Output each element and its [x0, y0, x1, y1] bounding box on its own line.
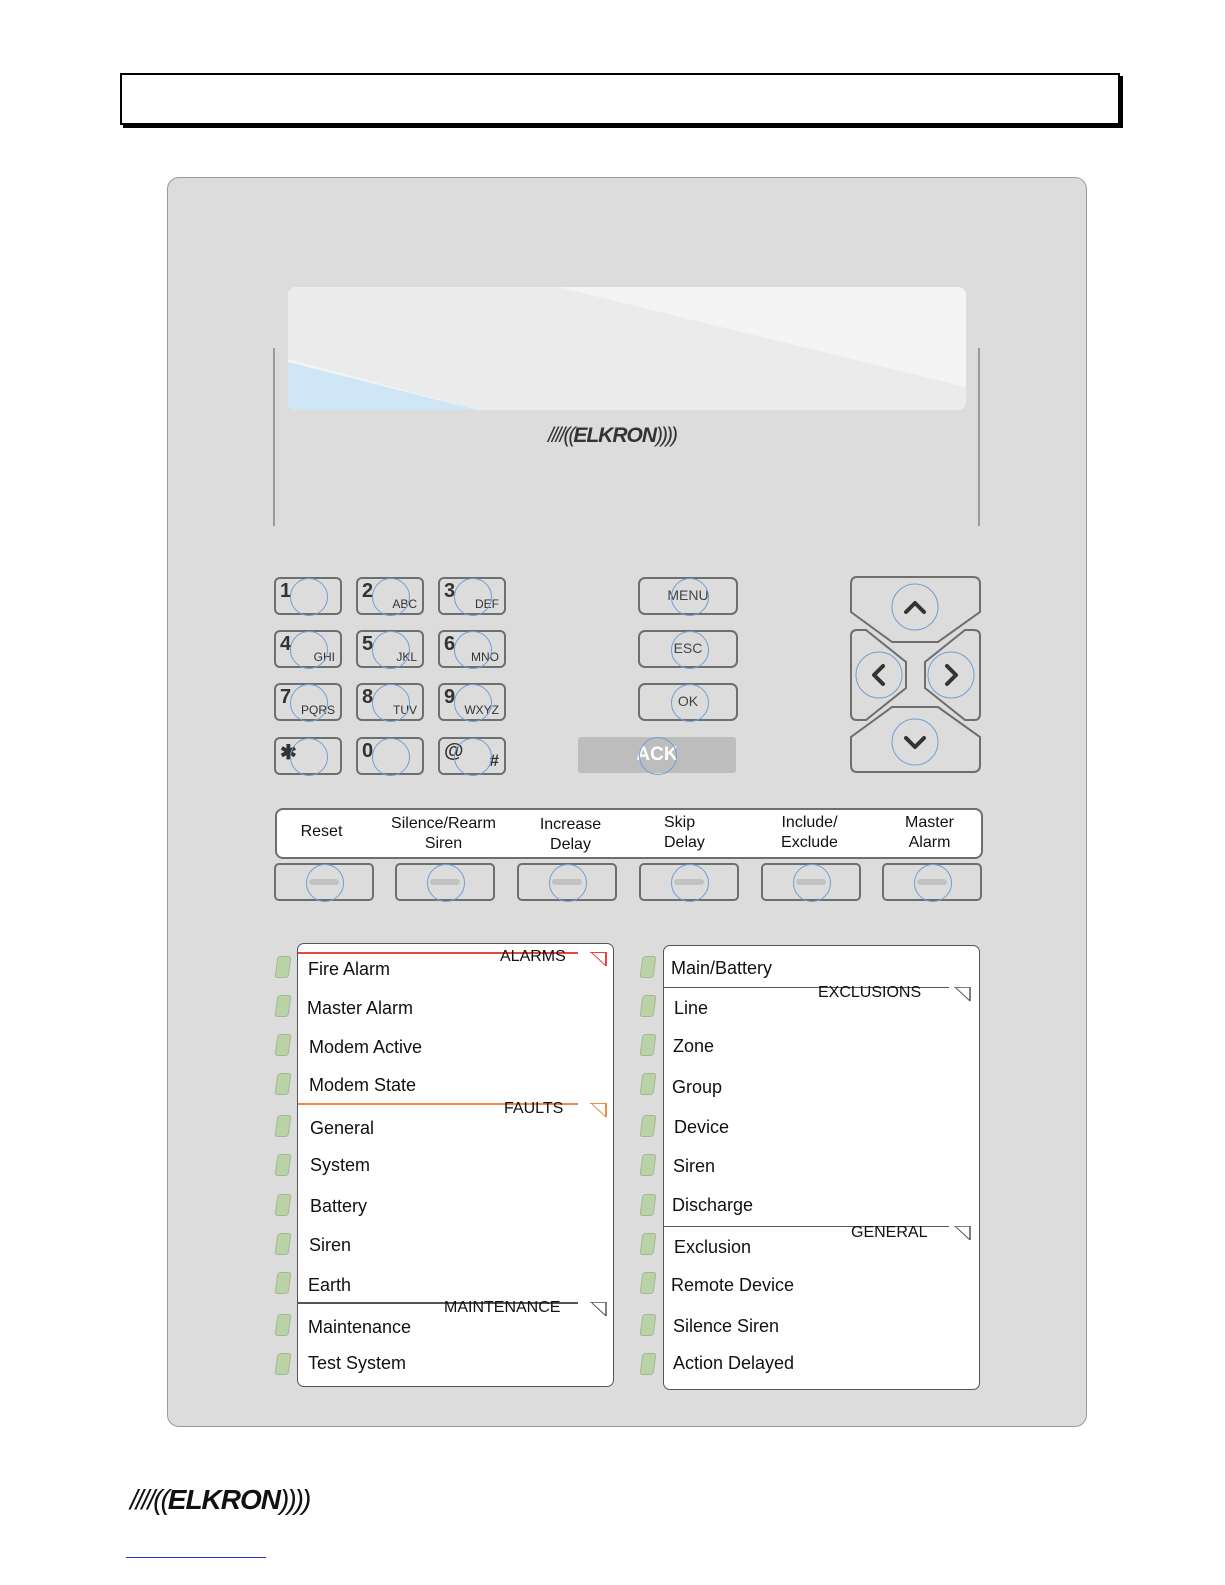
alarms-section-label: ALARMS — [500, 948, 566, 965]
master-alarm-button[interactable] — [882, 863, 982, 901]
indicator-master-alarm: Master Alarm — [307, 998, 414, 1018]
indicator-test-system: Test System — [308, 1353, 407, 1373]
silence-rearm-siren-button[interactable] — [395, 863, 495, 901]
display-glare — [288, 287, 966, 410]
general-section-label: GENERAL — [851, 1224, 928, 1241]
key-4[interactable]: 4 GHI — [274, 630, 342, 668]
ack-button[interactable]: ACK — [578, 737, 736, 773]
skip-delay-button[interactable] — [639, 863, 739, 901]
function-label-skip-delay: Skip Delay — [664, 814, 705, 851]
key-0[interactable]: 0 — [356, 737, 424, 775]
indicator-remote-device: Remote Device — [671, 1275, 795, 1295]
page-header-box — [120, 73, 1120, 125]
panel-divider-right — [978, 348, 980, 526]
indicator-main-battery: Main/Battery — [671, 958, 773, 978]
indicator-line: Line — [674, 998, 709, 1018]
indicator-maintenance: Maintenance — [308, 1317, 412, 1337]
faults-section-label: FAULTS — [504, 1100, 564, 1117]
right-indicator-panel — [663, 945, 980, 1390]
key-2[interactable]: 2 ABC — [356, 577, 424, 615]
indicator-modem-active: Modem Active — [309, 1037, 423, 1057]
indicator-silence-siren: Silence Siren — [673, 1316, 780, 1336]
indicator-group: Group — [672, 1077, 723, 1097]
panel-divider-left — [273, 348, 275, 526]
function-label-master-alarm: Master Alarm — [905, 814, 954, 851]
ok-button[interactable]: OK — [638, 683, 738, 721]
key-star[interactable]: ✱ — [274, 737, 342, 775]
exclusions-corner-mark — [954, 987, 972, 1003]
indicator-action-delayed: Action Delayed — [673, 1353, 795, 1373]
indicator-discharge: Discharge — [672, 1195, 754, 1215]
maintenance-section-label: MAINTENANCE — [444, 1299, 561, 1316]
faults-corner-mark — [590, 1103, 608, 1119]
indicator-battery-fault: Battery — [310, 1196, 368, 1216]
include-exclude-button[interactable] — [761, 863, 861, 901]
key-3[interactable]: 3 DEF — [438, 577, 506, 615]
indicator-earth-fault: Earth — [308, 1275, 352, 1295]
indicator-exclusion: Exclusion — [674, 1237, 752, 1257]
function-label-increase-delay: Increase Delay — [539, 816, 602, 853]
key-8[interactable]: 8 TUV — [356, 683, 424, 721]
menu-button[interactable]: MENU — [638, 577, 738, 615]
indicator-general-fault: General — [310, 1118, 375, 1138]
indicator-fire-alarm: Fire Alarm — [308, 959, 391, 979]
indicator-device: Device — [674, 1117, 730, 1137]
indicator-siren-exclusion: Siren — [673, 1156, 716, 1176]
increase-delay-button[interactable] — [517, 863, 617, 901]
key-5[interactable]: 5 JKL — [356, 630, 424, 668]
esc-button[interactable]: ESC — [638, 630, 738, 668]
maintenance-corner-mark — [590, 1302, 608, 1318]
brand-logo: ////((ELKRON)))) — [548, 424, 676, 447]
function-label-reset: Reset — [300, 823, 343, 840]
key-6[interactable]: 6 MNO — [438, 630, 506, 668]
function-label-include-exclude: Include/ Exclude — [781, 814, 838, 851]
lcd-display — [288, 287, 966, 410]
indicator-modem-state: Modem State — [309, 1075, 417, 1095]
general-corner-mark — [954, 1226, 972, 1242]
indicator-zone: Zone — [673, 1036, 715, 1056]
alarms-corner-mark — [590, 952, 608, 968]
function-label-strip — [275, 808, 983, 859]
exclusions-section-label: EXCLUSIONS — [818, 984, 922, 1001]
indicator-siren-fault: Siren — [309, 1235, 352, 1255]
function-label-silence: Silence/Rearm Siren — [391, 815, 496, 852]
reset-button[interactable] — [274, 863, 374, 901]
key-hash[interactable]: @ # — [438, 737, 506, 775]
left-indicator-panel — [297, 943, 614, 1387]
key-7[interactable]: 7 PQRS — [274, 683, 342, 721]
key-1[interactable]: 1 — [274, 577, 342, 615]
indicator-system-fault: System — [310, 1155, 371, 1175]
navigation-pad — [848, 574, 984, 776]
key-9[interactable]: 9 WXYZ — [438, 683, 506, 721]
footer-brand-logo: ////((ELKRON)))) — [130, 1484, 310, 1515]
footer-link-underline — [126, 1557, 266, 1558]
